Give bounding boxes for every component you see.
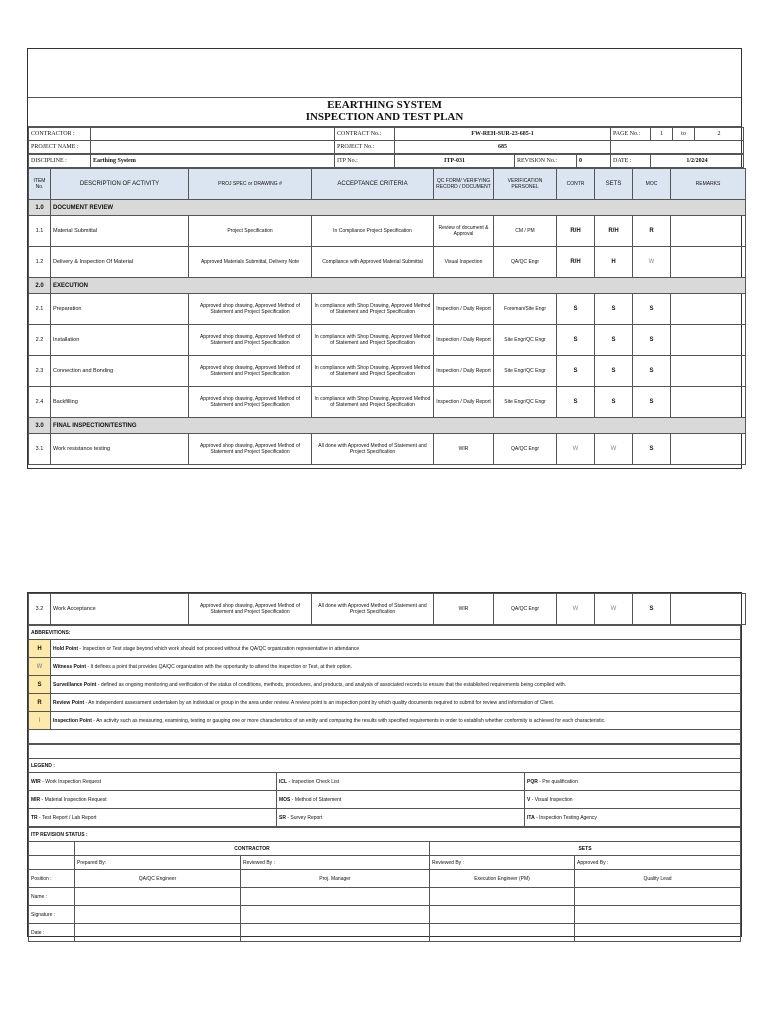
separator: - [290,796,295,803]
revision-label: REVISION No.: [515,155,577,168]
abbreviation-text: An activity such as measuring, examining, testing or gauging one or more characteristics of an entity and comparing the results with specified requirements in order to establish whether conformity is achieved for each characteristic. [96,717,606,724]
separator: - [287,778,292,785]
section-row [29,418,746,434]
discipline-value: Earthing System [91,155,335,168]
separator: - [96,681,101,688]
abbreviation-term: Inspection Point [53,717,92,724]
activity-description: Backfilling [51,387,189,418]
discipline-label: DISCIPLINE : [29,155,91,168]
activity-table [28,168,746,465]
acceptance-criteria: All done with Approved Method of Statement and Project Specification [312,434,434,465]
rs-date-2 [241,924,430,942]
legend-abbr: MIR [31,796,41,803]
abbreviation-term: Surveillance Point [53,681,97,688]
contract-no-label: CONTRACT No.: [335,128,395,141]
verification-personnel: Foreman/Site Engr [494,294,557,325]
sets-code: R/H [595,216,633,247]
section-row [29,278,746,294]
rs-position-label: Position : [29,870,75,888]
item-no: 3.2 [29,594,51,625]
contr-code: S [557,325,595,356]
legend-abbr: V [527,796,531,803]
rs-approved-by: Approved By : [575,856,741,870]
header-blank-area [28,49,741,98]
qc-record: Inspection / Daily Report [434,387,494,418]
separator: - [534,814,540,821]
spec-reference: Approved shop drawing, Approved Method of Statement and Project Specification [189,325,312,356]
col-description: DESCRIPTION OF ACTIVITY [51,169,189,200]
date-label: DATE : [611,155,651,168]
rs-date-4 [575,924,741,942]
itp-no-label: ITP No.: [335,155,395,168]
abbreviation-term: Review Point [53,699,85,706]
legend-entry [277,791,525,809]
document-title [28,98,741,127]
spec-reference: Approved shop drawing, Approved Method of Statement and Project Specification [189,594,312,625]
legend-heading: LEGEND : [29,759,741,773]
rs-signature-3 [430,906,575,924]
acceptance-criteria: In compliance with Shop Drawing, Approved Method of Statement and Project Specification [312,356,434,387]
section-no: 1.0 [29,200,51,216]
separator: - [84,699,89,706]
abbreviation-definition [51,676,741,694]
separator: - [285,814,291,821]
separator: - [537,778,543,785]
col-contr: CONTR [557,169,595,200]
abbreviation-row [29,694,741,712]
col-sets: SETS [595,169,633,200]
page-no-label: PAGE No.: [611,128,651,141]
qc-record: Visual Inspection [434,247,494,278]
table-row [29,247,746,278]
activity-description: Work resistance testing [51,434,189,465]
col-remarks: REMARKS [671,169,746,200]
remarks [671,434,746,465]
itp-page-1 [27,48,742,469]
abbreviation-text: An independent assessment undertaken by an individual or group in the area under review. A review point is an inspection point by which quality documents required to submit for review and information of Client. [88,699,555,706]
activity-description: Work Acceptance [51,594,189,625]
abbreviation-symbol: R [29,694,51,712]
verification-personnel: QA/QC Engr [494,594,557,625]
section-title: EXECUTION [51,278,746,294]
legend-text: Inspection Testing Agency [539,814,597,821]
abbreviation-definition [51,640,741,658]
separator: - [37,814,43,821]
legend-entry [525,773,741,791]
legend-row [29,791,741,809]
abbreviation-row [29,712,741,730]
abbreviation-definition [51,712,741,730]
contr-code: R/H [557,216,595,247]
info-table-2 [28,154,744,168]
legend-text: Material Inspection Request [44,796,107,803]
rs-sets: SETS [430,842,741,856]
rs-contractor: CONTRACTOR [75,842,430,856]
info-table [28,127,744,154]
moc-code: S [633,356,671,387]
rs-name-3 [430,888,575,906]
verification-personnel: QA/QC Engr [494,247,557,278]
abbreviation-symbol: S [29,676,51,694]
qc-record: WIR [434,434,494,465]
remarks [671,356,746,387]
spec-reference: Approved shop drawing, Approved Method of Statement and Project Specification [189,294,312,325]
sets-code: S [595,294,633,325]
rs-signature-1 [75,906,241,924]
separator: - [530,796,535,803]
qc-record: Review of document & Approval [434,216,494,247]
contract-no-value: FW-REH-SUR-23-685-1 [395,128,611,141]
rs-reviewed-by-2: Reviewed By : [430,856,575,870]
legend-abbr: ICL [279,778,288,785]
separator: - [40,796,45,803]
item-no: 2.3 [29,356,51,387]
contr-code: S [557,294,595,325]
table-row [29,294,746,325]
spec-reference: Project Specification [189,216,312,247]
legend-entry [525,809,741,827]
page-to-label: to [673,128,695,141]
rs-name-4 [575,888,741,906]
rs-name-1 [75,888,241,906]
date-value: 1/2/2024 [651,155,744,168]
rs-date-label: Date : [29,924,75,942]
legend-text: Visual Inspection [534,796,573,803]
abbreviation-row [29,658,741,676]
abbreviation-symbol: H [29,640,51,658]
rs-position-1: QA/QC Engineer [75,870,241,888]
remarks [671,294,746,325]
abbreviation-term: Witness Point [53,663,87,670]
contr-code: S [557,387,595,418]
abbreviation-definition [51,694,741,712]
legend-text: Method of Statement [294,796,342,803]
verification-personnel: Site Engr/QC Engr [494,325,557,356]
legend-entry [29,773,277,791]
table-row [29,434,746,465]
legend-row [29,809,741,827]
legend-text: Inspection Check List [291,778,340,785]
legend-abbr: ITA [527,814,535,821]
moc-code: S [633,294,671,325]
abbreviation-text: defined as ongoing monitoring and verification of the status of conditions, methods, procedures, and products, and analysis of associated records to ensure that the established requirements being complied with. [100,681,567,688]
moc-code: R [633,216,671,247]
legend-row [29,773,741,791]
acceptance-criteria: In compliance with Shop Drawing, Approved Method of Statement and Project Specification [312,387,434,418]
legend-entry [29,809,277,827]
activity-description: Material Submittal [51,216,189,247]
abbreviations-heading: ABBREVITIONS: [29,626,741,640]
legend-abbr: MOS [279,796,291,803]
acceptance-criteria: All done with Approved Method of Statement and Project Specification [312,594,434,625]
qc-record: Inspection / Daily Report [434,356,494,387]
sets-code: H [595,247,633,278]
acceptance-criteria: Compliance with Approved Material Submittal [312,247,434,278]
abbreviations-table [28,625,741,744]
section-no: 2.0 [29,278,51,294]
item-no: 1.1 [29,216,51,247]
sets-code: S [595,387,633,418]
project-blank [611,141,744,154]
section-no: 3.0 [29,418,51,434]
abbreviations-spacer [29,730,741,744]
contr-code: S [557,356,595,387]
itp-page-2 [27,592,742,937]
title-line-2: INSPECTION AND TEST PLAN [305,111,464,123]
contractor-label: CONTRACTOR : [29,128,91,141]
col-qc-form: QC FORM/ VERIFYING RECORD / DOCUMENT [434,169,494,200]
moc-code: S [633,325,671,356]
abbreviation-symbol: I [29,712,51,730]
contractor-value [91,128,335,141]
legend-text: Work Inspection Request [45,778,101,785]
verification-personnel: Site Engr/QC Engr [494,387,557,418]
legend-abbr: SR [279,814,286,821]
abbreviation-text: It defines a point that provides QA/QC organization with the opportunity to attend the inspection or Test, at their option. [90,663,352,670]
activity-description: Delivery & Inspection Of Material [51,247,189,278]
separator: - [78,645,83,652]
sets-code: S [595,356,633,387]
table-row [29,387,746,418]
revision-status-heading: ITP REVISION STATUS : [29,828,741,842]
col-personnel: VERIFICATION PERSONEL [494,169,557,200]
revision-status-table [28,827,741,942]
activity-description: Connection and Bonding [51,356,189,387]
remarks [671,216,746,247]
separator: - [91,717,97,724]
rs-date-1 [75,924,241,942]
abbreviation-row [29,640,741,658]
section-row [29,200,746,216]
rs-name-2 [241,888,430,906]
abbreviation-row [29,676,741,694]
contr-code: W [557,434,595,465]
section-title: DOCUMENT REVIEW [51,200,746,216]
rs-signature-2 [241,906,430,924]
title-line-1: EEARTHING SYSTEM [327,99,442,111]
separator: - [40,778,46,785]
remarks [671,325,746,356]
rs-prepared-by: Prepared By: [75,856,241,870]
spec-reference: Approved shop drawing, Approved Method of Statement and Project Specification [189,356,312,387]
spec-reference: Approved shop drawing, Approved Method of Statement and Project Specification [189,434,312,465]
table-row [29,216,746,247]
sets-code: W [595,594,633,625]
rs-signature-4 [575,906,741,924]
rs-name-label: Name : [29,888,75,906]
moc-code: S [633,434,671,465]
rs-position-2: Proj. Manager [241,870,430,888]
activity-description: Installation [51,325,189,356]
project-no-value: 685 [395,141,611,154]
activity-description: Preparation [51,294,189,325]
legend-abbr: WIR [31,778,41,785]
legend-spacer [29,745,741,759]
acceptance-criteria: In compliance with Shop Drawing, Approved Method of Statement and Project Specification [312,294,434,325]
verification-personnel: QA/QC Engr [494,434,557,465]
col-acceptance: ACCEPTANCE CRITERIA [312,169,434,200]
legend-entry [277,809,525,827]
verification-personnel: CM / PM [494,216,557,247]
project-name-value [91,141,335,154]
revision-value: 0 [577,155,611,168]
acceptance-criteria: In Compliance Project Specification [312,216,434,247]
table-row [29,356,746,387]
separator: - [86,663,91,670]
itp-no-value: ITP-031 [395,155,515,168]
qc-record: Inspection / Daily Report [434,294,494,325]
section-title: FINAL INSPECTION/TESTING [51,418,746,434]
page-from: 1 [651,128,673,141]
legend-text: Pre qualification [542,778,578,785]
legend-abbr: TR [31,814,38,821]
item-no: 2.4 [29,387,51,418]
rs-date-3 [430,924,575,942]
item-no: 2.1 [29,294,51,325]
page-to: 2 [695,128,744,141]
col-moc: MOC [633,169,671,200]
abbreviation-symbol: W [29,658,51,676]
legend-entry [277,773,525,791]
contr-code: W [557,594,595,625]
sets-code: W [595,434,633,465]
col-spec: PROJ SPEC or DRAWING # [189,169,312,200]
remarks [671,247,746,278]
spec-reference: Approved shop drawing, Approved Method of Statement and Project Specification [189,387,312,418]
table-row [29,594,746,625]
item-no: 1.2 [29,247,51,278]
rs-signature-label: Signature : [29,906,75,924]
legend-entry [525,791,741,809]
project-name-label: PROJECT NAME : [29,141,91,154]
rs-reviewed-by-1: Reviewed By : [241,856,430,870]
table-header-row [29,169,746,200]
item-no: 3.1 [29,434,51,465]
moc-code: S [633,387,671,418]
col-item-no: ITEM No. [29,169,51,200]
moc-code: S [633,594,671,625]
abbreviation-term: Hold Point [53,645,78,652]
contr-code: R/H [557,247,595,278]
verification-personnel: Site Engr/QC Engr [494,356,557,387]
sets-code: S [595,325,633,356]
table-row [29,325,746,356]
qc-record: Inspection / Daily Report [434,325,494,356]
activity-table-continued [28,593,746,625]
legend-entry [29,791,277,809]
rs-blank-2 [29,856,75,870]
abbreviation-definition [51,658,741,676]
rs-blank [29,842,75,856]
qc-record: WIR [434,594,494,625]
item-no: 2.2 [29,325,51,356]
project-no-label: PROJECT No.: [335,141,395,154]
rs-position-4: Quality Lead [575,870,741,888]
remarks [671,387,746,418]
remarks [671,594,746,625]
legend-table [28,744,741,827]
acceptance-criteria: In compliance with Shop Drawing, Approved Method of Statement and Project Specification [312,325,434,356]
moc-code: W [633,247,671,278]
spec-reference: Approved Materials Submittal, Delivery Note [189,247,312,278]
rs-position-3: Execution Engineer (PM) [430,870,575,888]
legend-text: Test Report / Lab Report [42,814,97,821]
legend-text: Survey Report [290,814,323,821]
abbreviation-text: Inspection or Test stage beyond which work should not proceed without the QA/QC organization representative in attendance [82,645,360,652]
legend-abbr: PQR [527,778,538,785]
